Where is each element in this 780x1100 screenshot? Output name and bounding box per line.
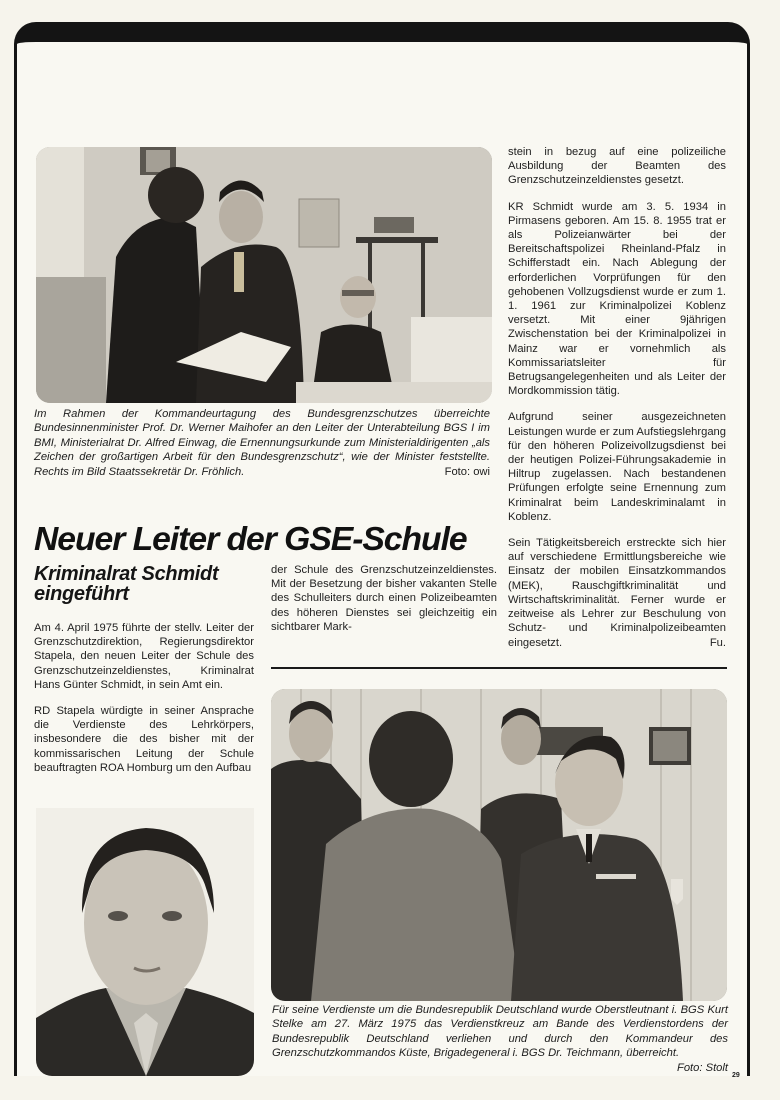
section-divider — [271, 667, 727, 669]
article-column-2 — [271, 563, 497, 646]
top-photo-caption — [34, 407, 490, 479]
portrait-image — [36, 808, 254, 1076]
article-paragraph: KR Schmidt wurde am 3. 5. 1934 in Pirmasens geboren. Am 15. 8. 1955 trat er als Polizeianwärter bei der Bereitschaftspolizei Rheinland-Pfalz in Schifferstadt ein. Nach Ablegung der erforderlichen Vorprüfungen für den gehobenen Vollzugsdienst wurde er zum 1. 1. 1961 zur Kriminalpolizei Koblenz versetzt. Mit einer 9jährigen Zwischenstation bei der Kriminalpolizei in Mainz war er vornehmlich als Kommissariatsleiter für Betrugsangelegenheiten und als Leiter der Mordkommission tätig. — [508, 200, 726, 398]
author-signature: Fu. — [709, 636, 726, 649]
article-column-1 — [34, 621, 254, 787]
portrait-photo — [36, 808, 254, 1076]
bottom-photo — [271, 689, 727, 1001]
article-paragraph: RD Stapela würdigte in seiner Ansprache die Verdienste des Lehrkörpers, insbesondere die des bisher mit der kommissarischen Leitung der Schule beauftragten ROA Homburg um den Aufbau — [34, 705, 254, 774]
article-paragraph: Am 4. April 1975 führte der stellv. Leiter der Grenzschutzdirektion, Regierungsdirektor Stapela, den neuen Leiter der Schule des Grenzschutzeinzeldienstes, Kriminalrat Hans Günter Schmidt, in sein Amt ein. — [34, 622, 254, 691]
article-paragraph-text: Sein Tätigkeitsbereich erstreckte sich hier auf verschiedene Ermittlungsbereiche wie Einsatz der mobilen Einsatzkommandos (MEK), Rauschgiftkriminalität und Wirtschaftskriminalität. Ferner wurde er zeitweise als Lehrer zur Beschulung von Schutz- und Kriminalpolizeibeamten eingesetzt. — [508, 537, 726, 649]
article-paragraph: der Schule des Grenzschutzeinzeldienstes. Mit der Besetzung der bisher vakanten Stelle des Schulleiters durch einen Polizeibeamten des höheren Dienstes sei gleichzeitig ein sichtbarer Mark- — [271, 564, 497, 633]
article-paragraph: stein in bezug auf eine polizeiliche Ausbildung der Beamten des Grenzschutzeinzeldienstes gesetzt. — [508, 146, 726, 187]
award-photo-image — [271, 689, 727, 1001]
top-photo — [36, 147, 492, 403]
article-paragraph — [508, 536, 726, 650]
article-subheadline: Kriminalrat Schmidt eingeführt — [34, 563, 219, 605]
article-headline: Neuer Leiter der GSE-Schule — [34, 520, 467, 557]
article-column-3 — [508, 145, 726, 650]
bottom-photo-caption-text: Für seine Verdienste um die Bundesrepublik Deutschland wurde Oberstleutnant i. BGS Kurt Stelke am 27. März 1975 das Verdienstkreuz am Bande des Verdienstordens der Bundesrepublik Deutschland verliehen und durch den Kommandeur des Grenzschutzkommandos Küste, Brigadegeneral i. BGS Dr. Teichmann, überreicht. — [272, 1004, 728, 1060]
ceremony-photo-image — [36, 147, 492, 403]
bottom-photo-credit: Foto: Stolt — [677, 1061, 728, 1074]
top-photo-caption-text: Im Rahmen der Kommandeurtagung des Bundesgrenzschutzes überreichte Bundesinnenminister Prof. Dr. Werner Maihofer an den Leiter der Unterabteilung BGS I im BMI, Ministerialrat Dr. Alfred Einwag, die Ernennungsurkunde zum Ministerialdirigenten „als Zeichen der großartigen Arbeit für den Bundesgrenzschutz“, wie der Minister feststellte. Rechts im Bild Staatssekretär Dr. Fröhlich. — [34, 408, 490, 478]
top-photo-credit: Foto: owi — [444, 465, 490, 478]
article-paragraph: Aufgrund seiner ausgezeichneten Leistungen wurde er zum Aufstiegslehrgang für den höheren Polizeivollzugsdienst bei der heutigen Polizei-Führungsakademie in Hiltrup zugelassen. Nach bestandenen Prüfungen erfolgte seine Ernennung zum Kriminalrat beim Landeskriminalamt in Koblenz. — [508, 411, 726, 523]
page-number: 29 — [732, 1072, 740, 1079]
bottom-photo-caption — [272, 1003, 728, 1075]
